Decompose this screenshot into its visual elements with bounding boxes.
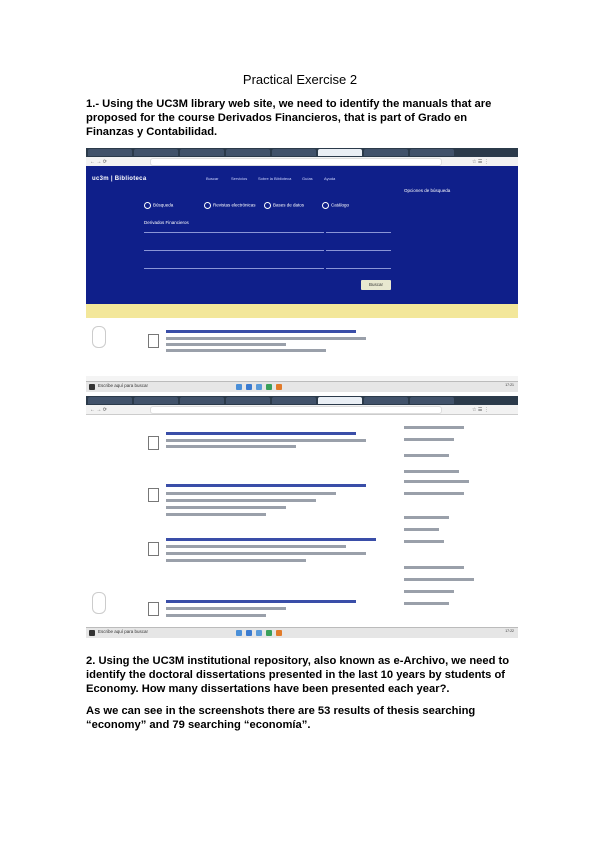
select-field [326,256,391,269]
question-2: 2. Using the UC3M institutional repository, also known as e-Archivo, we need to identify the doctoral dissertations presented in the last 10 years by students of Economy. How many dissertations have been presented each year?. [86,655,510,695]
address-bar: ← → ⟳ ☆ ☰ ⋮ [86,157,518,167]
nav-item: Ayuda [324,176,336,181]
radio-label: Revistas electrónicas [213,202,256,208]
document-icon [148,488,159,502]
document-icon [148,602,159,616]
accessibility-icon [92,326,106,348]
search-button: Buscar [361,280,391,290]
notice-bar [86,304,518,318]
radio-label: Bases de datos [273,202,305,208]
search-field: Derivados Financieros [144,220,324,233]
page-title: Practical Exercise 2 [242,72,358,87]
url-field [150,406,442,414]
select-field [326,238,391,251]
question-1: 1.- Using the UC3M library web site, we need to identify the manuals that are proposed for the course Derivados Financieros, that is part of Grado en Finanzas y Contabilidad. [86,98,492,138]
nav-item: Buscar [206,176,219,181]
address-bar: ← → ⟳ ☆ ☰ ⋮ [86,405,518,415]
nav-item: Sobre la Biblioteca [258,176,292,181]
search-field [144,256,324,269]
search-panel [136,194,401,298]
nav-item: Guías [302,176,313,181]
results-list [86,318,518,376]
document-icon [148,334,159,348]
clock: 17:22 [505,629,514,633]
browser-tabs [86,396,518,405]
taskbar-search-text: Escribe aquí para buscar [98,383,149,388]
nav-item: Servicios [231,176,248,181]
uc3m-header [86,166,518,304]
browser-tabs [86,148,518,157]
screenshot-library-results [86,396,518,638]
search-field [144,238,324,251]
sidebar-header: Opciones de búsqueda [404,188,451,193]
taskbar-search-text: Escribe aquí para buscar [98,629,149,634]
accessibility-icon [92,592,106,614]
answer-text: As we can see in the screenshots there are 53 results of thesis searching “economy” and 79 searching “economía”. [86,705,476,731]
document-icon [148,436,159,450]
select-field [326,220,391,233]
taskbar [86,381,518,392]
screenshot-library-search [86,148,518,392]
url-field [150,158,442,166]
taskbar [86,627,518,638]
radio-label: Búsqueda [153,202,174,208]
uc3m-logo: uc3m | Biblioteca [92,176,147,182]
radio-label: Catálogo [331,202,350,208]
clock: 17:21 [505,383,514,387]
document-icon [148,542,159,556]
